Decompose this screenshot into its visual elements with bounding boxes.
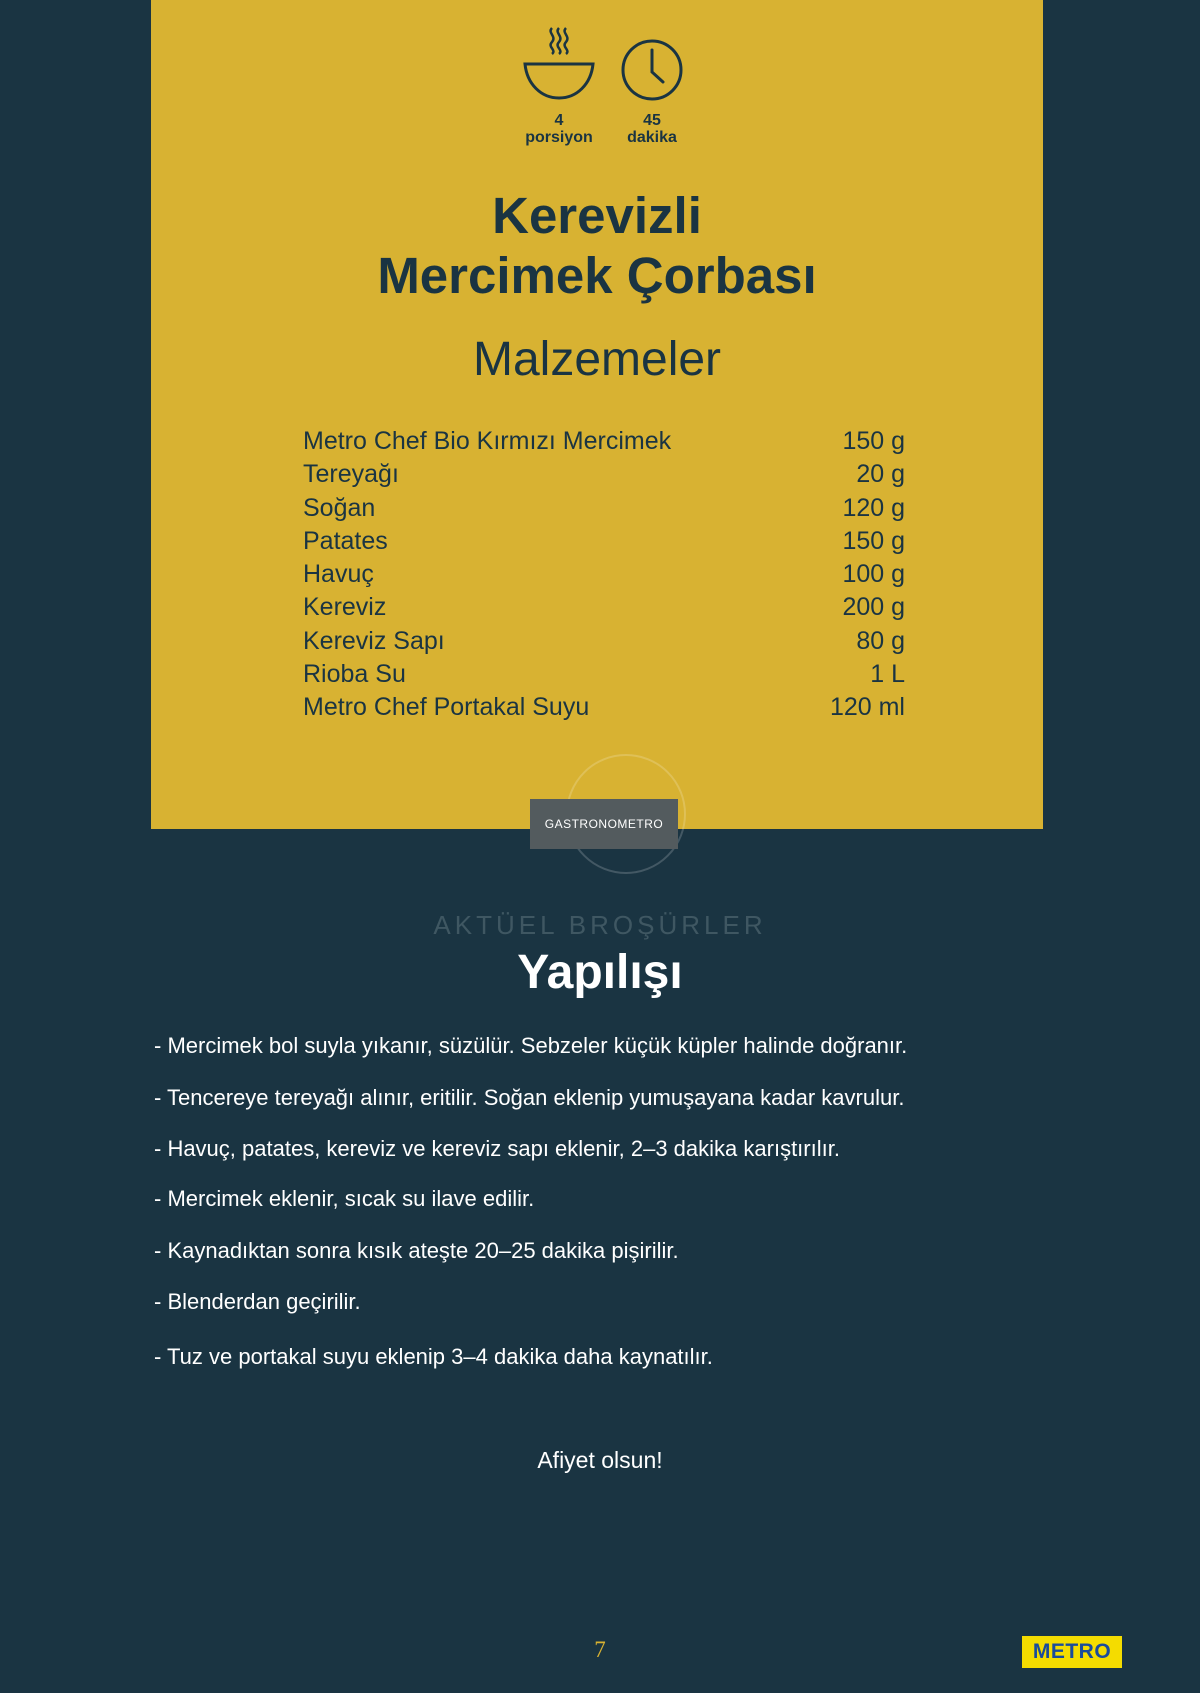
ingredient-amount: 120 g — [842, 493, 905, 522]
ingredient-name: Patates — [303, 526, 388, 555]
step-item: - Tencereye tereyağı alınır, eritilir. Soğan eklenip yumuşayana kadar kavrulur. — [154, 1085, 905, 1110]
ingredient-name: Metro Chef Bio Kırmızı Mercimek — [303, 427, 672, 455]
steps-heading: Yapılışı — [517, 946, 683, 999]
ingredient-name: Metro Chef Portakal Suyu — [303, 693, 590, 722]
ingredient-amount: 120 ml — [829, 693, 905, 722]
ingredients-list — [303, 425, 905, 725]
ingredient-amount: 200 g — [842, 593, 905, 622]
soup-bowl-icon — [519, 24, 599, 104]
watermark: AKTÜEL BROŞÜRLER — [433, 910, 767, 940]
step-item: - Blenderdan geçirilir. — [154, 1289, 361, 1314]
ingredient-amount: 150 g — [842, 427, 905, 455]
time-unit: dakika — [627, 129, 677, 146]
ingredient-row — [303, 625, 905, 658]
metro-logo: METRO — [1022, 1636, 1122, 1668]
ingredient-amount: 80 g — [856, 626, 905, 655]
recipe-meta — [151, 24, 1043, 154]
ingredient-name: Havuç — [303, 560, 374, 589]
ingredient-amount: 100 g — [842, 560, 905, 589]
ingredient-name: Kereviz — [303, 593, 387, 622]
ingredient-row — [303, 525, 905, 558]
time-info — [597, 24, 707, 146]
step-item: - Mercimek eklenir, sıcak su ilave edilir. — [154, 1186, 535, 1211]
ingredient-row — [303, 591, 905, 624]
step-item: - Kaynadıktan sonra kısık ateşte 20–25 dakika pişirilir. — [154, 1238, 679, 1263]
ingredient-name: Tereyağı — [303, 460, 399, 489]
ingredient-amount: 20 g — [856, 460, 905, 489]
ingredient-row — [303, 492, 905, 525]
ingredient-name: Rioba Su — [303, 660, 406, 689]
closing-text: Afiyet olsun! — [537, 1447, 663, 1473]
title-line-2: Mercimek Çorbası — [377, 247, 817, 304]
ingredient-amount: 150 g — [842, 526, 905, 555]
portions-unit: porsiyon — [525, 129, 593, 146]
step-item: - Tuz ve portakal suyu eklenip 3–4 dakika daha kaynatılır. — [154, 1344, 713, 1369]
title-line-1: Kerevizli — [492, 187, 702, 244]
stamp-label: GASTRONOMETRO — [544, 817, 664, 831]
steps-list — [154, 1030, 1054, 1373]
ingredient-row — [303, 558, 905, 591]
step-item: - Mercimek bol suyla yıkanır, süzülür. Sebzeler küçük küpler halinde doğranır. — [154, 1033, 908, 1058]
time-value: 45 — [643, 112, 661, 129]
gastronometro-stamp — [530, 799, 678, 849]
step-item: - Havuç, patates, kereviz ve kereviz sapı eklenir, 2–3 dakika karıştırılır. — [154, 1136, 840, 1161]
clock-icon — [612, 24, 692, 104]
ingredient-row — [303, 458, 905, 491]
ingredient-amount: 1 L — [870, 660, 905, 689]
ingredient-row — [303, 425, 905, 458]
recipe-title — [151, 186, 1043, 306]
ingredient-name: Soğan — [303, 493, 376, 522]
portions-value: 4 — [554, 112, 564, 129]
ingredient-row — [303, 691, 905, 724]
ingredient-row — [303, 658, 905, 691]
page-number: 7 — [594, 1637, 606, 1662]
ingredient-name: Kereviz Sapı — [303, 626, 445, 655]
ingredients-heading: Malzemeler — [472, 333, 722, 386]
recipe-card — [151, 0, 1043, 829]
